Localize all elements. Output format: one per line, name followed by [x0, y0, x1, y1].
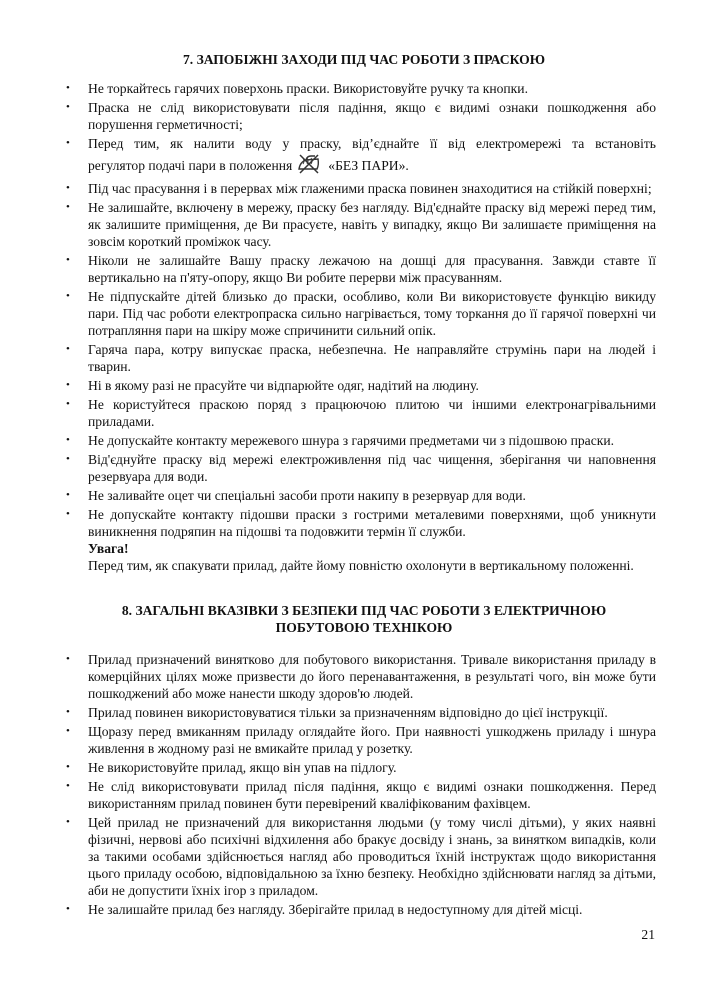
bullet-icon: • [66, 725, 70, 737]
section-8-list [64, 651, 656, 920]
bullet-icon: • [66, 201, 70, 213]
bullet-icon: • [66, 816, 70, 828]
list-item: • Не допускайте контакту мережевого шнура з гарячими предметами чи з підошвою праски. [66, 433, 615, 448]
list-item: • Під час прасування і в перервах між глаженими праска повинен знаходитися на стійкій поверхні; [66, 181, 652, 196]
bullet-icon: • [66, 182, 70, 194]
list-item: • Не торкайтесь гарячих поверхонь праски. Використовуйте ручку та кнопки. [66, 81, 528, 96]
bullet-icon: • [66, 398, 70, 410]
list-item: • Не підпускайте дітей близько до праски, особливо, коли Ви використовуєте функцію викиду пари. Під час роботи електропраска сильно нагрівається, тому торкання до її гарячої поверхні чи потрапляння пари на шкіру може спричинити сильний опік. [66, 289, 656, 338]
bullet-icon: • [66, 101, 70, 113]
bullet-icon: • [66, 508, 70, 520]
section-7-title: 7. ЗАПОБІЖНІ ЗАХОДИ ПІД ЧАС РОБОТИ З ПРАСКОЮ [182, 52, 546, 67]
warning-title: Увага! [88, 541, 129, 556]
warning-text: Перед тим, як спакувати прилад, дайте йому повністю охолонути в вертикальному положенні. [88, 558, 634, 573]
list-item: • Прилад повинен використовуватися тільки за призначенням відповідно до цієї інструкції. [66, 705, 608, 720]
list-item: • Перед тим, як налити воду у праску, від’єднайте її від електромережі та встановіть [66, 136, 656, 151]
list-item-continuation: регулятор подачі пари в положення «БЕЗ ПАРИ». [64, 152, 656, 178]
bullet-icon: • [66, 254, 70, 266]
no-steam-icon [296, 152, 322, 176]
bullet-icon: • [66, 453, 70, 465]
list-item: • Не допускайте контакту підошви праски з гострими металевими поверхнями, щоб уникнути виникнення подряпин на підошві та подовжити термін її служби. [66, 507, 656, 539]
page-number: 21 [641, 927, 655, 942]
bullet-icon: • [66, 379, 70, 391]
list-item: • Ні в якому разі не прасуйте чи відпарюйте одяг, надітий на людину. [66, 378, 479, 393]
list-item: • Праска не слід використовувати після падіння, якщо є видимі ознаки пошкодження або порушення герметичності; [66, 100, 656, 132]
list-item: • Прилад призначений винятково для побутового використання. Тривале використання приладу в комерційних цілях може призвести до його перенавантаження, в результаті чого, він може бути пошкоджений або може нанести шкоду здоров'ю людей. [66, 652, 656, 701]
list-item: • Не заливайте оцет чи спеціальні засоби проти накипу в резервуар для води. [66, 488, 526, 503]
list-item: • Не слід використовувати прилад після падіння, якщо є видимі ознаки пошкодження. Перед використанням прилад повинен бути перевірений кваліфікованим фахівцем. [66, 779, 656, 811]
list-item: • Не залишайте прилад без нагляду. Зберігайте прилад в недоступному для дітей місці. [66, 902, 583, 917]
bullet-icon: • [66, 137, 70, 149]
list-item: • Не залишайте, включену в мережу, праску без нагляду. Від'єднайте праску від мережі перед тим, як залишите приміщення, де Ви прасуєте, навіть у випадку, якщо Ви залишаєте приміщення на зовсім короткий проміжок часу. [66, 200, 656, 249]
bullet-icon: • [66, 706, 70, 718]
bullet-icon: • [66, 903, 70, 915]
list-item: • Не користуйтеся праскою поряд з працюючою плитою чи іншими електронагрівальними приладами. [66, 397, 656, 429]
list-item: • Щоразу перед вмиканням приладу оглядайте його. При наявності ушкоджень приладу і шнура живлення в жодному разі не вмикайте прилад у розетку. [66, 724, 656, 756]
bullet-icon: • [66, 761, 70, 773]
bullet-icon: • [66, 653, 70, 665]
bullet-icon: • [66, 82, 70, 94]
list-item: • Гаряча пара, котру випускає праска, небезпечна. Не направляйте струмінь пари на людей і тварин. [66, 342, 656, 374]
warning-note [88, 540, 656, 574]
bullet-icon: • [66, 434, 70, 446]
list-item: • Ніколи не залишайте Вашу праску лежачою на дошці для прасування. Завжди ставте її вертикально на п'яту-опору, якщо Ви робите перерви між прасуванням. [66, 253, 656, 285]
bullet-icon: • [66, 343, 70, 355]
bullet-icon: • [66, 290, 70, 302]
bullet-icon: • [66, 489, 70, 501]
bullet-icon: • [66, 780, 70, 792]
section-8-title: 8. ЗАГАЛЬНІ ВКАЗІВКИ З БЕЗПЕКИ ПІД ЧАС РОБОТИ З ЕЛЕКТРИЧНОЮ ПОБУТОВОЮ ТЕХНІКОЮ [121, 603, 607, 635]
list-item: • Не використовуйте прилад, якщо він упав на підлогу. [66, 760, 397, 775]
list-item: • Від'єднуйте праску від мережі електроживлення під час чищення, зберігання чи наповнення резервуара для води. [66, 452, 656, 484]
list-item: • Цей прилад не призначений для використання людьми (у тому числі дітьми), у яких наявні фізичні, нервові або психічні відхилення або бракує досвіду і знань, за винятком випадків, коли за такими особами здійснюється нагляд або проводиться їхній інструктаж щодо використання цього приладу особою, відповідальною за їхню безпеку. Необхідно здійснювати нагляд за дітьми, аби не допустити їхніх ігор з приладом. [66, 815, 656, 898]
section-7-list [64, 80, 656, 542]
